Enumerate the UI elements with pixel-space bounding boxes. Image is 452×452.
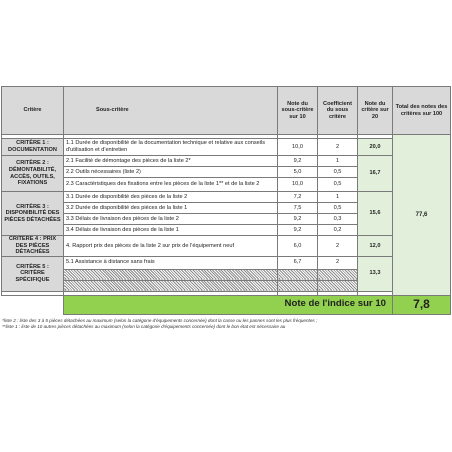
sub-2-2-coef: 0,5 [318, 167, 358, 178]
sub-3-2-label: 3.2 Durée de disponibilité des pièces de la liste 1 [64, 203, 278, 214]
sub-2-1-label: 2.1 Facilité de démontage des pièces de la liste 2* [64, 156, 278, 167]
hatched-cell [278, 269, 318, 280]
sub-3-4-note: 9,2 [278, 225, 318, 236]
header-coefficient: Coefficient du sous critère [318, 87, 358, 135]
criterion-1-label: CRITÈRE 1 : DOCUMENTATION [2, 139, 64, 156]
sub-5-1-label: 5.1 Assistance à distance sans frais [64, 256, 278, 269]
criterion-4-row [2, 236, 451, 257]
sub-3-3-note: 9,2 [278, 214, 318, 225]
sub-3-1-note: 7,2 [278, 192, 318, 203]
sub-3-1-label: 3.1 Durée de disponibilité des pièces de la liste 2 [64, 192, 278, 203]
criterion-2-score: 16,7 [358, 156, 393, 192]
header-critere: Critère [2, 87, 64, 135]
criterion-3-row [2, 192, 451, 203]
final-score-label: Note de l'indice sur 10 [64, 295, 393, 314]
criterion-4-score: 12,0 [358, 236, 393, 257]
sub-3-2-coef: 0,5 [318, 203, 358, 214]
criterion-2-row [2, 156, 451, 167]
score-table [1, 86, 451, 315]
criterion-3-score: 15,6 [358, 192, 393, 236]
sub-3-3-label: 3.3 Délais de livraison des pièces de la liste 2 [64, 214, 278, 225]
sub-1-1-label: 1.1 Durée de disponibilité de la documentation technique et relative aux conseils d'utilisation et d'entretien [64, 139, 278, 156]
sub-4-coef: 2 [318, 236, 358, 257]
final-score-value: 7,8 [393, 295, 451, 314]
footnote-liste-1: **liste 1 : liste de 10 autres pièces détachées au maximum (selon la catégorie d'équipements concernée) dont le bon état est nécessaire au [2, 323, 286, 329]
header-row [2, 87, 451, 135]
criterion-5-score: 13,3 [358, 256, 393, 291]
total-score-100: 77,6 [393, 135, 451, 296]
sub-3-2-note: 7,5 [278, 203, 318, 214]
sub-2-2-note: 5,0 [278, 167, 318, 178]
criterion-5-label: CRITÈRE 5 : CRITÈRE SPÉCIFIQUE [2, 256, 64, 291]
header-total: Total des notes des critères sur 100 [393, 87, 451, 135]
header-sous-critere: Sous-critère [64, 87, 278, 135]
sub-2-1-note: 9,2 [278, 156, 318, 167]
repairability-score-sheet [0, 86, 452, 330]
sub-3-3-coef: 0,3 [318, 214, 358, 225]
footnote-liste-2: *liste 2 : liste des 3 à 5 pièces détachées au maximum (selon la catégorie d'équipements concernée) dont la casse ou les pannes sont les plus fréquentes ; [2, 317, 318, 323]
header-note-sous-critere: Note du sous-critère sur 10 [278, 87, 318, 135]
sub-1-1-coef: 2 [318, 139, 358, 156]
sub-3-1-coef: 1 [318, 192, 358, 203]
sub-4-label: 4. Rapport prix des pièces de la liste 2 sur prix de l'équipement neuf [64, 236, 278, 257]
hatched-cell [64, 269, 278, 280]
hatched-cell [318, 269, 358, 280]
criterion-5-row [2, 256, 451, 269]
sub-2-1-coef: 1 [318, 156, 358, 167]
sub-2-2-label: 2.2 Outils nécessaires (liste 2) [64, 167, 278, 178]
footnotes [2, 318, 450, 330]
sub-2-3-label: 2.3 Caractéristiques des fixations entre les pièces de la liste 1** et de la liste 2 [64, 178, 278, 192]
hatched-cell [318, 280, 358, 291]
criterion-4-label: CRITÈRE 4 : PRIX DES PIÈCES DÉTACHÉES [2, 236, 64, 257]
criterion-1-score: 20,0 [358, 139, 393, 156]
criterion-3-label: CRITÈRE 3 : DISPONIBILITÉ DES PIÈCES DÉTACHÉES [2, 192, 64, 236]
sub-2-3-coef: 0,5 [318, 178, 358, 192]
sub-2-3-note: 10,0 [278, 178, 318, 192]
criterion-2-label: CRITÈRE 2 : DÉMONTABILITÉ, ACCÈS, OUTILS, FIXATIONS [2, 156, 64, 192]
hatched-cell [64, 280, 278, 291]
criterion-1-row [2, 139, 451, 156]
hatched-cell [278, 280, 318, 291]
sub-1-1-note: 10,0 [278, 139, 318, 156]
sub-3-4-label: 3.4 Délais de livraison des pièces de la liste 1 [64, 225, 278, 236]
sub-4-note: 6,0 [278, 236, 318, 257]
header-note-critere: Note du critère sur 20 [358, 87, 393, 135]
sub-3-4-coef: 0,2 [318, 225, 358, 236]
sub-5-1-coef: 2 [318, 256, 358, 269]
final-score-row [2, 295, 451, 314]
sub-5-1-note: 6,7 [278, 256, 318, 269]
